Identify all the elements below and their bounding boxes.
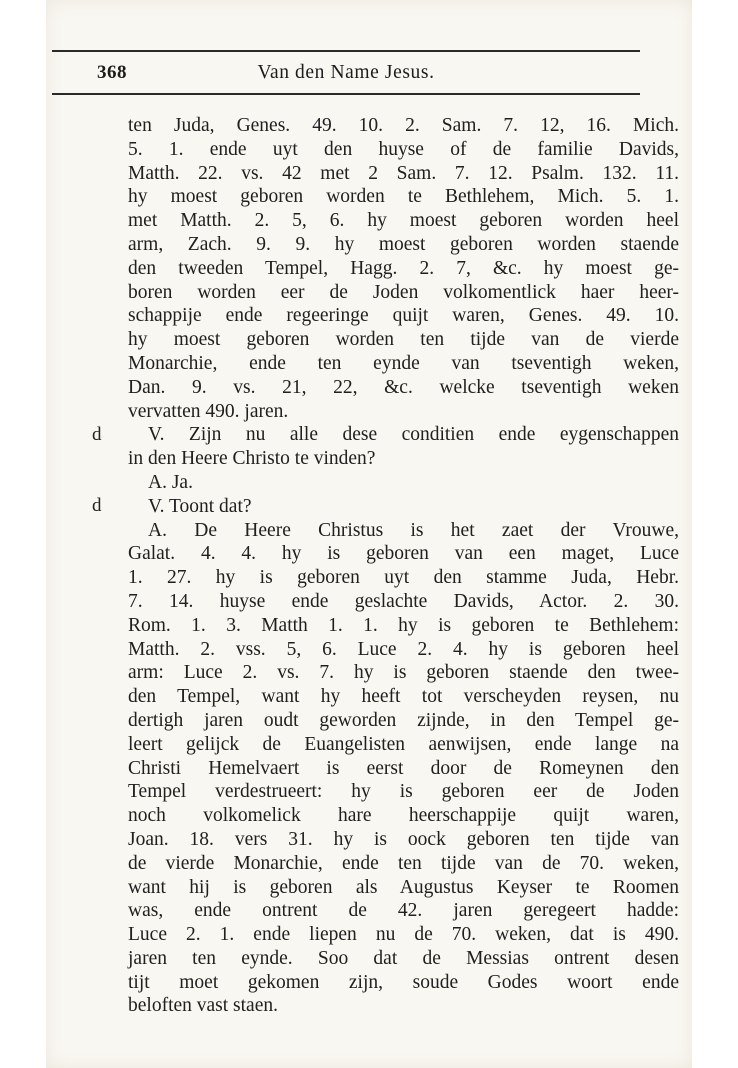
text-line: Matth. 22. vs. 42 met 2 Sam. 7. 12. Psalm. 132. 11. bbox=[128, 162, 679, 184]
text-line: Christi Hemelvaert is eerst door de Romeynen den bbox=[128, 757, 679, 779]
text-line: Joan. 18. vers 31. hy is oock geboren ten tijde van bbox=[128, 828, 679, 850]
text-line: Matth. 2. vss. 5, 6. Luce 2. 4. hy is geboren heel bbox=[128, 638, 679, 660]
text-line: want hij is geboren als Augustus Keyser te Roomen bbox=[128, 876, 679, 898]
question-line: V. Zijn nu alle dese conditien ende eygenschappen bbox=[148, 424, 679, 446]
answer-line: A. Ja. bbox=[148, 471, 193, 493]
text-line: Dan. 9. vs. 21, 22, &c. welcke tseventigh weken bbox=[128, 376, 679, 398]
text-line: de vierde Monarchie, ende ten tijde van de 70. weken, bbox=[128, 852, 679, 874]
text-line: ten Juda, Genes. 49. 10. 2. Sam. 7. 12, 16. Mich. bbox=[128, 115, 679, 136]
text-line: 1. 27. hy is geboren uyt den stamme Juda, Hebr. bbox=[128, 567, 679, 589]
body-text bbox=[128, 114, 679, 1018]
text-line: jaren ten eynde. Soo dat de Messias ontrent desen bbox=[128, 947, 679, 969]
margin-marker-d: d bbox=[92, 424, 102, 445]
text-line: Tempel verdestrueert: hy is geboren eer de Joden bbox=[128, 781, 679, 803]
running-header bbox=[52, 60, 640, 88]
text-line: boren worden eer de Joden volkomentlick haer heer- bbox=[128, 281, 679, 303]
question-line: V. Toont dat? bbox=[148, 495, 252, 517]
text-line: noch volkomelick hare heerschappije quijt waren, bbox=[128, 805, 679, 827]
text-line: 5. 1. ende uyt den huyse of de familie Davids, bbox=[128, 138, 679, 160]
text-line: beloften vast staen. bbox=[128, 995, 278, 1017]
text-line: arm: Luce 2. vs. 7. hy is geboren staende den twee- bbox=[128, 662, 679, 684]
text-line: tijt moet gekomen zijn, soude Godes woort ende bbox=[128, 971, 679, 993]
text-line: dertigh jaren oudt geworden zijnde, in den Tempel ge- bbox=[128, 709, 679, 731]
running-title: Van den Name Jesus. bbox=[257, 62, 435, 83]
text-line: 7. 14. huyse ende geslachte Davids, Actor. 2. 30. bbox=[128, 590, 679, 612]
text-line: met Matth. 2. 5, 6. hy moest geboren worden heel bbox=[128, 210, 679, 232]
text-line: leert gelijck de Euangelisten aenwijsen, ende lange na bbox=[128, 733, 679, 755]
margin-marker-d: d bbox=[92, 495, 102, 516]
text-line: vervatten 490. jaren. bbox=[128, 400, 289, 422]
text-line: den tweeden Tempel, Hagg. 2. 7, &c. hy moest ge- bbox=[128, 257, 679, 279]
text-line: den Tempel, want hy heeft tot verscheyden reysen, nu bbox=[128, 686, 679, 708]
text-line: Monarchie, ende ten eynde van tseventigh weken, bbox=[128, 352, 679, 374]
text-line: Luce 2. 1. ende liepen nu de 70. weken, dat is 490. bbox=[128, 924, 679, 946]
text-line: hy moest geboren worden ten tijde van de vierde bbox=[128, 329, 679, 351]
answer-line: A. De Heere Christus is het zaet der Vrouwe, bbox=[148, 519, 679, 541]
text-line: in den Heere Christo te vinden? bbox=[128, 448, 376, 470]
text-line: was, ende ontrent de 42. jaren geregeert hadde: bbox=[128, 900, 679, 922]
header-bottom-rule bbox=[52, 93, 640, 95]
header-top-rule bbox=[52, 50, 640, 52]
text-line: arm, Zach. 9. 9. hy moest geboren worden staende bbox=[128, 233, 679, 255]
page-number: 368 bbox=[97, 62, 127, 83]
text-line: Rom. 1. 3. Matth 1. 1. hy is geboren te Bethlehem: bbox=[128, 614, 679, 636]
text-line: schappije ende regeeringe quijt waren, Genes. 49. 10. bbox=[128, 305, 679, 327]
text-line: hy moest geboren worden te Bethlehem, Mich. 5. 1. bbox=[128, 186, 679, 208]
text-line: Galat. 4. 4. hy is geboren van een maget, Luce bbox=[128, 543, 679, 565]
